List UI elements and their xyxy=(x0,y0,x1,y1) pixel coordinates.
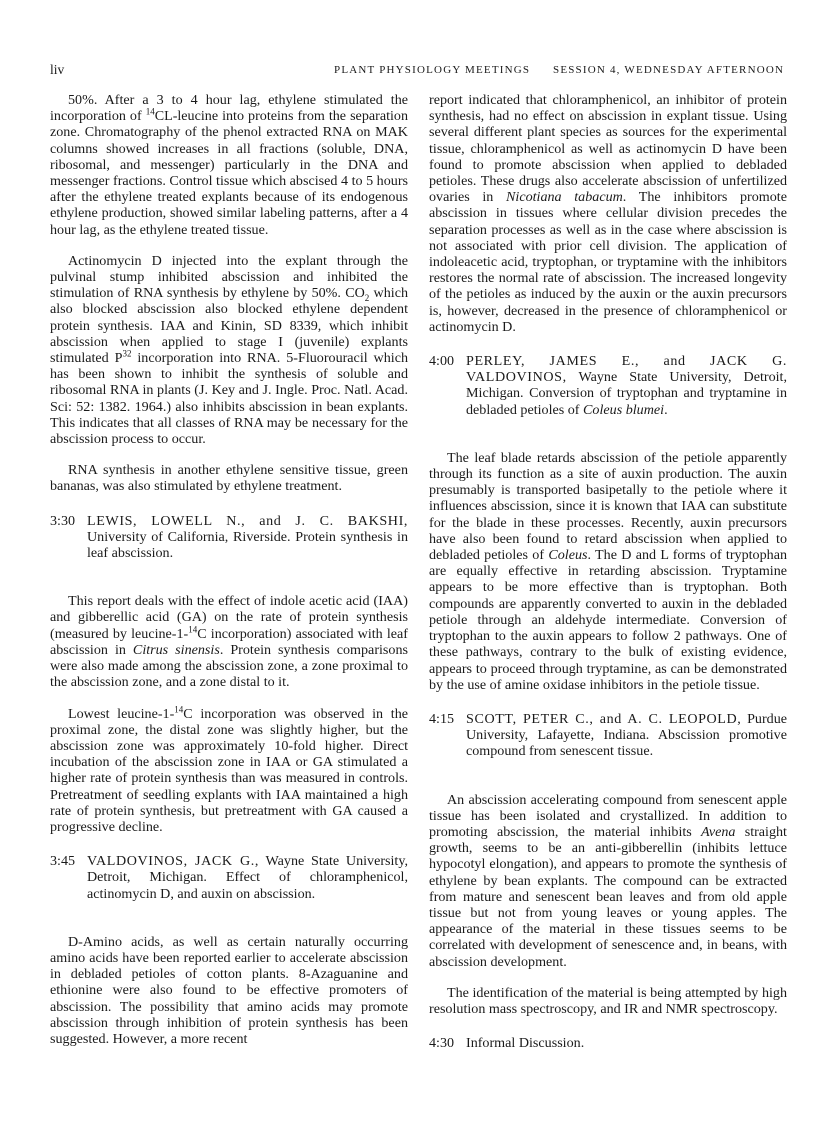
paragraph xyxy=(429,792,787,970)
text-run: . xyxy=(664,401,668,418)
entry-time: 3:30 xyxy=(50,512,76,529)
right-column xyxy=(429,92,787,1083)
entry-time: 4:00 xyxy=(429,353,455,370)
left-column xyxy=(50,92,408,1062)
superscript: 14 xyxy=(174,703,184,714)
italic-term: Coleus blumei xyxy=(583,401,665,418)
text-run: RNA synthesis in another ethylene sensitive tissue, green bananas, was also stimulated by ethylene treatment. xyxy=(50,462,408,495)
text-run: CL-leucine into proteins from the separation zone. Chromatography of the phenol extracted RNA on MAK columns showed increases in all fractions (soluble, DNA, ribosomal, and messenger) particularly in the DNA and messenger fractions. Control tissue which abscised 4 to 5 hours after the ethylene treated explants because of its endogenous ethylene production, showed similar labeling patterns, after a 4 hour lag, as the ethylene treated tissue. xyxy=(50,108,408,238)
session-entry xyxy=(50,853,408,902)
paragraph xyxy=(429,450,787,693)
superscript: 32 xyxy=(122,348,132,359)
paragraph xyxy=(429,92,787,335)
text-run: which also blocked abscission also blocked ethylene dependent protein synthesis. IAA and Kinin, SD 8339, which inhibit abscission when applied to stage I (juvenile) explants stimulated P xyxy=(50,285,409,367)
text-run: Lowest leucine-1- xyxy=(68,705,175,722)
text-run: straight growth, seems to be an anti-gibberellin (inhibits lettuce hypocotyl elongation), and appears to promote the synthesis of ethylene by bean explants. The compound can be extracted from mature and senescent bean leaves and from old apple tissue but not from young leaves or young apples. The appearance of the material in these tissues seems to be correlated with development of senescence and, in beans, with abscission development. xyxy=(429,823,787,970)
running-header-session: SESSION 4, WEDNESDAY AFTERNOON xyxy=(553,64,785,76)
text-run: report indicated that chloramphenicol, an inhibitor of protein synthesis, had no effect on abscission in explant tissue. Using several different plant species as sources for the experimental tissue, chloramphenicol as well as actinomycin D have been found to promote abscission when applied to debladed petioles. These drugs also accelerate abscission of unfertilized ovaries in xyxy=(429,92,787,206)
text-run: This report deals with the effect of indole acetic acid (IAA) and gibberellic acid (GA) on the rate of protein synthesis (measured by leucine-1- xyxy=(50,593,408,642)
paragraph xyxy=(50,593,408,690)
text-run: . Protein synthesis comparisons were also made among the abscission zone, a zone proximal to the abscission zone, and a zone distal to it. xyxy=(50,641,408,691)
text-run: . The inhibitors promote abscission in tissues where cellular division precedes the separation processes as well as in the case where abscission is not associated with prior cell division. The application of indoleacetic acid, tryptophan, or tryptamine with the inhibitors restores the normal rate of abscission. The increased longevity of the petioles as induced by the auxin or the auxin precursors is, however, decreased in the presence of chloramphenicol or actinomycin D. xyxy=(429,189,787,335)
text-run: . The D and L forms of tryptophan are equally effective in retarding abscission. Tryptamine appears to be more effective than is tryptophan. Both compounds are apparently converted to auxin in the debladed petiole through an aldehyde intermediate. Conversion of tryptophan to the auxin appears to follow 2 pathways. One of these pathways, contrary to the bulk of existing evidence, appears to proceed through tryptamine, as can be demonstrated by the use of amine oxidase inhibitors in the petiole tissue. xyxy=(429,547,787,693)
text-run: Wayne State University, Detroit, Michigan. Effect of chloramphenicol, actinomycin D, and auxin on abscission. xyxy=(87,853,408,902)
text-run: 50%. After a 3 to 4 hour lag, ethylene stimulated the incorporation of xyxy=(50,92,408,125)
running-header-journal: PLANT PHYSIOLOGY MEETINGS xyxy=(334,64,531,76)
session-entry xyxy=(429,353,787,418)
text-run: C incorporation) associated with leaf abscission in xyxy=(50,625,408,658)
page-number: liv xyxy=(50,62,65,77)
italic-term: Citrus sinensis xyxy=(132,641,220,658)
entry-authors: LEWIS, LOWELL N., and J. C. BAKSHI, xyxy=(87,512,408,529)
entry-authors: PERLEY, JAMES E., and JACK G. VALDOVINOS, xyxy=(466,353,787,386)
superscript: 14 xyxy=(188,624,198,634)
session-entry xyxy=(429,1035,787,1051)
italic-term: Nicotiana tabacum xyxy=(506,189,623,206)
entry-authors: VALDOVINOS, JACK G., xyxy=(87,853,260,870)
paragraph xyxy=(50,462,408,494)
paragraph xyxy=(50,703,408,836)
paragraph xyxy=(50,253,408,447)
text-run: An abscission accelerating compound from senescent apple tissue has been isolated and crystallized. In addition to promoting abscission, the material inhibits xyxy=(429,791,787,840)
text-run: incorporation into RNA. 5-Fluorouracil which has been shown to inhibit the synthesis of soluble and ribosomal RNA in plants (J. Key and J. Ingle. Proc. Natl. Acad. Sci: 52: 1382. 1964.) also inhibits abscission in bean explants. This indicates that all classes of RNA may be necessary for the abscission process to occur. xyxy=(50,350,408,448)
text-run: Wayne State University, Detroit, Michigan. Conversion of tryptophan and tryptamine in debladed petioles of xyxy=(466,369,787,418)
entry-time: 4:15 xyxy=(429,710,455,727)
text-run: D-Amino acids, as well as certain naturally occurring amino acids have been reported earlier to accelerate abscission in debladed petioles of cotton plants. 8-Azaguanine and ethionine were also found to be effective promoters of abscission. The possibility that amino acids may promote abscission through inhibition of protein synthesis has been suggested. However, a more recent xyxy=(50,933,408,1047)
session-entry xyxy=(50,513,408,562)
text-run: Actinomycin D injected into the explant through the pulvinal stump inhibited abscission and inhibited the stimulation of RNA synthesis by ethylene by 50%. CO xyxy=(50,252,408,302)
paragraph xyxy=(50,934,408,1047)
text-run: Informal Discussion. xyxy=(466,1035,585,1052)
text-run: Purdue University, Lafayette, Indiana. Abscission promotive compound from senescent tissue. xyxy=(466,710,787,760)
italic-term: Coleus xyxy=(548,547,588,564)
paragraph xyxy=(50,92,408,238)
italic-term: Avena xyxy=(701,823,736,840)
entry-time: 4:30 xyxy=(429,1035,455,1052)
text-run: University of California, Riverside. Protein synthesis in leaf abscission. xyxy=(87,528,408,562)
paragraph xyxy=(429,985,787,1017)
session-entry xyxy=(429,711,787,760)
text-run: The identification of the material is being attempted by high resolution mass spectroscopy, and IR and NMR spectroscopy. xyxy=(429,984,787,1017)
text-run: C incorporation was observed in the proximal zone, the distal zone was slightly higher, but the abscission zone was approximately 10-fold higher. Direct incubation of the abscission zone in IAA or GA stimulated a higher rate of protein synthesis than was measured in controls. Pretreatment of seedling explants with IAA maintained a high rate of protein synthesis, but pretreatment with GA caused a progressive decline. xyxy=(50,705,408,835)
entry-authors: SCOTT, PETER C., and A. C. LEOPOLD, xyxy=(466,710,742,727)
entry-time: 3:45 xyxy=(50,853,76,870)
text-run: The leaf blade retards abscission of the petiole apparently through its function as a site of auxin production. The auxin presumably is transported basipetally to the petiole where it influences abscission, since it is known that IAA can substitute for the blade in these processes. Recently, auxin precursors have also been found to retard abscission when applied to debladed petioles of xyxy=(429,449,787,564)
superscript: 14 xyxy=(145,106,155,117)
subscript: 2 xyxy=(364,293,370,304)
